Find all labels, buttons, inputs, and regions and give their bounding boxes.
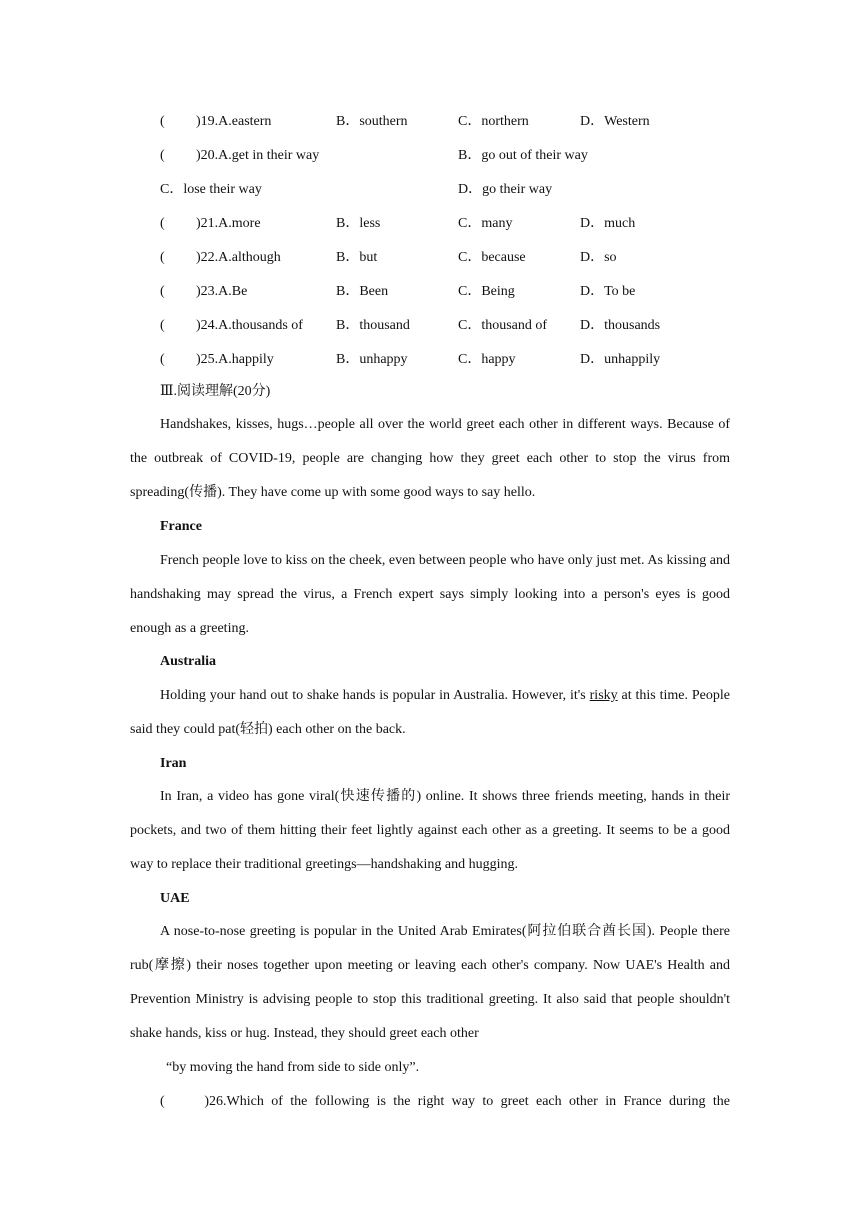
heading-uae: UAE bbox=[160, 891, 190, 906]
uae-paragraph: A nose-to-nose greeting is popular in the United Arab Emirates(阿拉伯联合酋长国). People there rub(摩擦) their noses together upon meeting or leaving each other's company. Now UAE's Health and Prevention Ministry is advising people to stop this traditional greeting. It also said that people shouldn't shake hands, kiss or hug. Instead, they should greet each other bbox=[130, 924, 730, 1041]
option-c: C．lose their way bbox=[160, 182, 262, 197]
option-a: )23.A.Be bbox=[196, 284, 248, 299]
section-title: Ⅲ.阅读理解(20分) bbox=[160, 384, 271, 399]
option-c: C．because bbox=[458, 250, 526, 265]
heading-iran: Iran bbox=[160, 756, 187, 771]
option-c: C．many bbox=[458, 216, 513, 231]
option-d: D．so bbox=[580, 250, 617, 265]
risky-underlined-word: risky bbox=[589, 688, 618, 703]
option-d: D．much bbox=[580, 216, 636, 231]
australia-text-1: Holding your hand out to shake hands is popular in Australia. However, it's bbox=[160, 688, 590, 703]
option-d: D．unhappily bbox=[580, 352, 661, 367]
option-c: C．thousand of bbox=[458, 318, 548, 333]
option-a: )19.A.eastern bbox=[196, 114, 272, 129]
answer-paren: ( bbox=[160, 352, 165, 367]
option-a: )20.A.get in their way bbox=[196, 148, 320, 163]
option-b: B．but bbox=[336, 250, 378, 265]
option-b: B．unhappy bbox=[336, 352, 408, 367]
option-a: )22.A.although bbox=[196, 250, 281, 265]
iran-paragraph: In Iran, a video has gone viral(快速传播的) online. It shows three friends meeting, hands in their pockets, and two of them hitting their feet lightly against each other as a greeting. It seems to be a good way to replace their traditional greetings—handshaking and hugging. bbox=[130, 789, 730, 872]
option-d: D．To be bbox=[580, 284, 636, 299]
france-paragraph: French people love to kiss on the cheek, even between people who have only just met. As kissing and handshaking may spread the virus, a French expert says simply looking into a person's eyes is good enough as a greeting. bbox=[130, 553, 730, 636]
option-b: B．thousand bbox=[336, 318, 410, 333]
option-c: C．Being bbox=[458, 284, 515, 299]
option-d: D．thousands bbox=[580, 318, 661, 333]
option-b: B．southern bbox=[336, 114, 408, 129]
question-26: ( )26.Which of the following is the right way to greet each other in France during the bbox=[160, 1094, 730, 1109]
option-c: C．northern bbox=[458, 114, 529, 129]
option-a: )24.A.thousands of bbox=[196, 318, 303, 333]
answer-paren: ( bbox=[160, 250, 165, 265]
answer-paren: ( bbox=[160, 114, 165, 129]
heading-australia: Australia bbox=[160, 654, 216, 669]
heading-france: France bbox=[160, 519, 202, 534]
option-b: B．Been bbox=[336, 284, 389, 299]
option-d: D．go their way bbox=[458, 182, 553, 197]
option-a: )21.A.more bbox=[196, 216, 261, 231]
option-c: C．happy bbox=[458, 352, 516, 367]
australia-text-2: at this time. People said they could pat(轻拍) each other on the back. bbox=[130, 688, 730, 737]
option-d: D．Western bbox=[580, 114, 650, 129]
answer-paren: ( bbox=[160, 284, 165, 299]
option-a: )25.A.happily bbox=[196, 352, 274, 367]
australia-paragraph bbox=[130, 679, 730, 747]
intro-paragraph: Handshakes, kisses, hugs…people all over the world greet each other in different ways. Because of the outbreak of COVID-19, people are changing how they greet each other to stop the virus from spreading(传播). They have come up with some good ways to say hello. bbox=[130, 417, 730, 500]
uae-quote: “by moving the hand from side to side only”. bbox=[166, 1060, 420, 1075]
answer-paren: ( bbox=[160, 318, 165, 333]
answer-paren: ( bbox=[160, 148, 165, 163]
option-b: B．less bbox=[336, 216, 381, 231]
answer-paren: ( bbox=[160, 216, 165, 231]
option-b: B．go out of their way bbox=[458, 148, 588, 163]
